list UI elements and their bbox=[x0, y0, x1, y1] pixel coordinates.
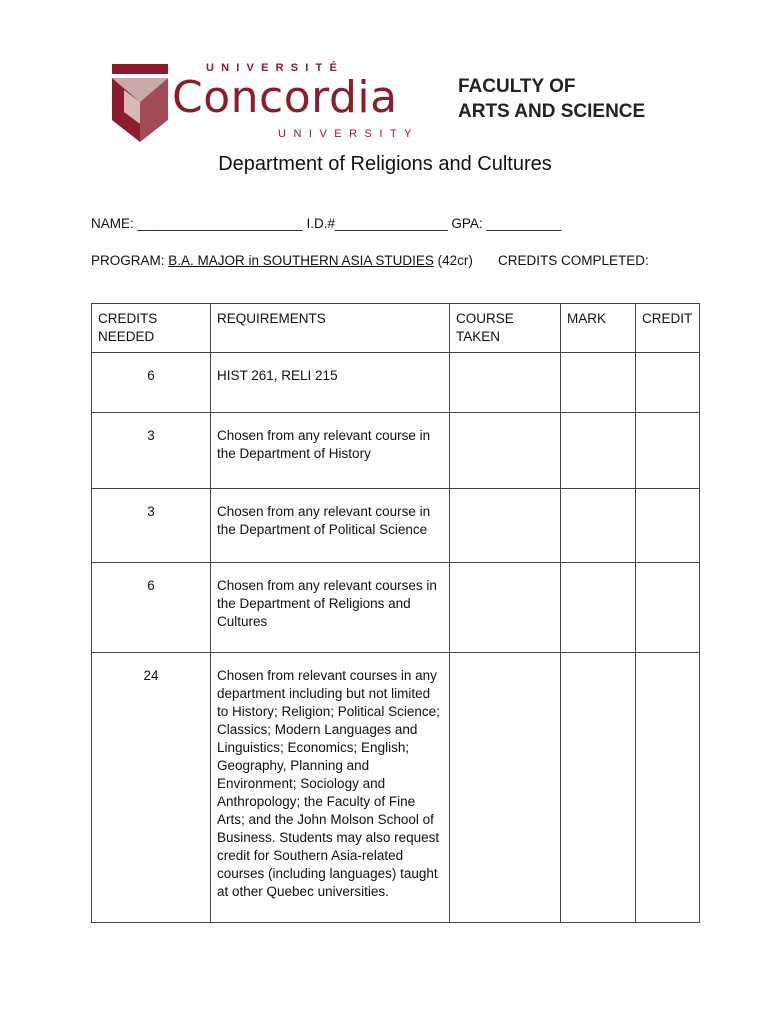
id-field[interactable]: _______________ bbox=[335, 216, 448, 231]
faculty-line-1: FACULTY OF bbox=[458, 76, 576, 97]
requirement-cell: Chosen from any relevant course in the Department of History bbox=[211, 413, 450, 489]
id-label: I.D.# bbox=[306, 216, 335, 231]
name-field[interactable]: ______________________ bbox=[137, 216, 303, 231]
page-title: Department of Religions and Cultures bbox=[218, 153, 552, 175]
header-course-taken: COURSE TAKEN bbox=[450, 304, 561, 353]
table-header-row bbox=[92, 304, 700, 353]
requirement-cell: Chosen from any relevant courses in the Department of Religions and Cultures bbox=[211, 563, 450, 653]
requirement-cell: Chosen from relevant courses in any department including but not limited to History; Religion; Political Science; Classics; Modern Languages and Linguistics; Economics; English; Geography, Planning and Environment; Sociology and Anthropology; the Faculty of Fine Arts; and the John Molson School of Business. Students may also request credit for Southern Asia-related courses (including languages) taught at other Quebec universities. bbox=[211, 653, 450, 923]
header-requirements: REQUIREMENTS bbox=[211, 304, 450, 353]
table-row bbox=[92, 489, 700, 563]
credits-completed-label: CREDITS COMPLETED: bbox=[498, 253, 649, 268]
mark-cell[interactable] bbox=[561, 413, 636, 489]
course-taken-cell[interactable] bbox=[450, 413, 561, 489]
requirements-table bbox=[91, 303, 700, 923]
mark-cell[interactable] bbox=[561, 353, 636, 413]
table-row bbox=[92, 353, 700, 413]
program-value: B.A. MAJOR in SOUTHERN ASIA STUDIES bbox=[168, 253, 434, 268]
program-line bbox=[91, 253, 473, 268]
concordia-emblem-icon bbox=[110, 62, 170, 146]
credits-cell: 6 bbox=[92, 353, 211, 413]
table-row bbox=[92, 653, 700, 923]
course-taken-cell[interactable] bbox=[450, 489, 561, 563]
faculty-heading bbox=[458, 74, 645, 124]
credits-cell: 24 bbox=[92, 653, 211, 923]
name-id-gpa-line bbox=[91, 216, 562, 231]
credit-cell[interactable] bbox=[636, 563, 700, 653]
header-credit: CREDIT bbox=[636, 304, 700, 353]
mark-cell[interactable] bbox=[561, 489, 636, 563]
program-label: PROGRAM: bbox=[91, 253, 165, 268]
credit-cell[interactable] bbox=[636, 353, 700, 413]
gpa-label: GPA: bbox=[451, 216, 483, 231]
header-mark: MARK bbox=[561, 304, 636, 353]
header-credits-needed: CREDITS NEEDED bbox=[92, 304, 211, 353]
mark-cell[interactable] bbox=[561, 653, 636, 923]
requirement-cell: HIST 261, RELI 215 bbox=[211, 353, 450, 413]
credit-cell[interactable] bbox=[636, 653, 700, 923]
credit-cell[interactable] bbox=[636, 489, 700, 563]
brand-wordmark: Concordia bbox=[172, 72, 398, 123]
credits-cell: 3 bbox=[92, 413, 211, 489]
requirement-cell: Chosen from any relevant course in the Department of Political Science bbox=[211, 489, 450, 563]
credits-cell: 6 bbox=[92, 563, 211, 653]
faculty-line-2: ARTS AND SCIENCE bbox=[458, 101, 646, 122]
gpa-field[interactable]: __________ bbox=[486, 216, 562, 231]
table-row bbox=[92, 563, 700, 653]
university-text: UNIVERSITY bbox=[278, 128, 420, 140]
program-credits: (42cr) bbox=[437, 253, 473, 268]
credit-cell[interactable] bbox=[636, 413, 700, 489]
credits-cell: 3 bbox=[92, 489, 211, 563]
course-taken-cell[interactable] bbox=[450, 653, 561, 923]
course-taken-cell[interactable] bbox=[450, 353, 561, 413]
concordia-logo bbox=[110, 58, 430, 146]
table-row bbox=[92, 413, 700, 489]
mark-cell[interactable] bbox=[561, 563, 636, 653]
universite-text: UNIVERSITÉ bbox=[206, 62, 345, 74]
course-taken-cell[interactable] bbox=[450, 563, 561, 653]
name-label: NAME: bbox=[91, 216, 134, 231]
